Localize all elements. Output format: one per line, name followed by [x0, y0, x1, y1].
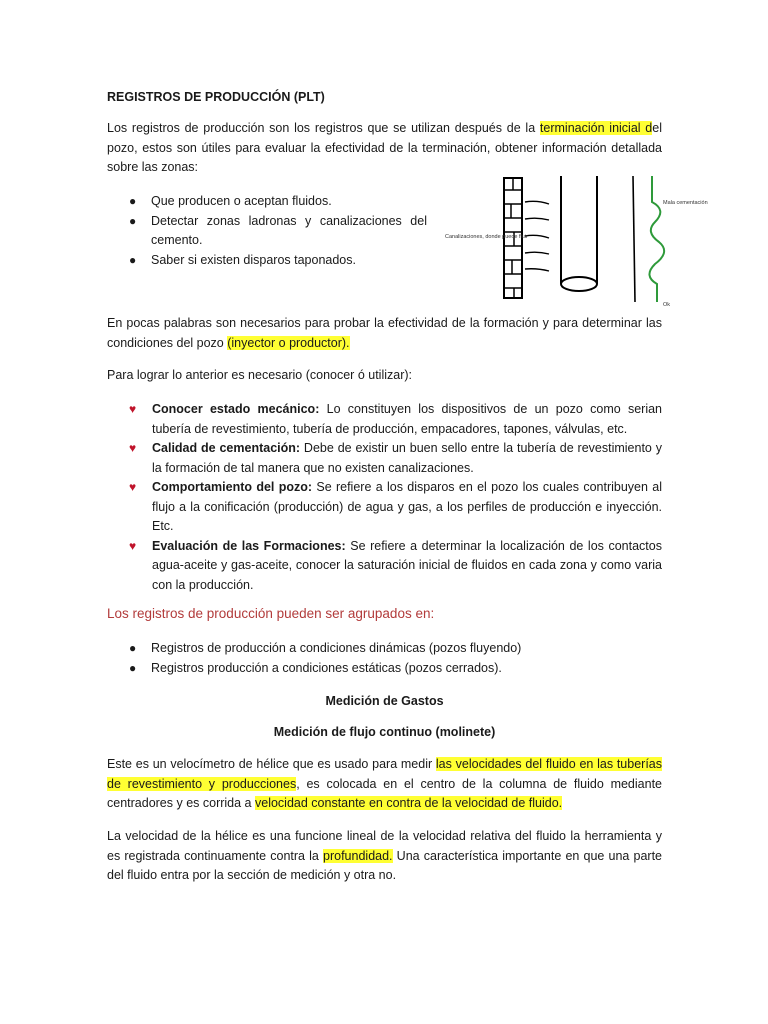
velocimeter-paragraph: Este es un velocímetro de hélice que es usado para medir las velocidades del fluido en las tuberías de revestimiento y producciones, es colocada en el centro de la columna de fluido mediante centradores y es corrida a velocidad constante en contra de la velocidad de fluido. — [107, 757, 662, 810]
depth-highlight: profundidad. — [323, 848, 393, 863]
list-item: ● Saber si existen disparos taponados. — [107, 251, 427, 271]
list-item: ♥ Evaluación de las Formaciones: Se refiere a determinar la localización de los contactos agua-aceite y gas-aceite, conocer la saturación inicial de fluidos en cada zona y como varia con la producción. — [129, 538, 662, 592]
purpose-paragraph: En pocas palabras son necesarios para probar la efectividad de la formación y para determinar las condiciones del pozo (inyector o productor). — [107, 316, 662, 350]
bullet-dot-icon: ● — [129, 194, 137, 208]
heading-molinete: Medición de flujo continuo (molinete) — [273, 725, 496, 739]
bullet-dot-icon: ● — [129, 660, 137, 675]
list-item: ♥ Conocer estado mecánico: Lo constituyen los dispositivos de un pozo como serian tubería de revestimiento, tubería de producción, empacadores, tapones, válvulas, etc. — [129, 402, 663, 436]
intro-text-pre: Los registros de producción son los registros que se utilizan después de la — [107, 121, 540, 135]
heart-icon: ♥ — [129, 441, 137, 455]
velocity-highlight: las velocidades del fluido en las tuberías de revestimiento y producciones — [107, 757, 662, 791]
groups-bullet-list — [107, 639, 662, 678]
requirements-intro: Para lograr lo anterior es necesario (conocer ó utilizar): — [107, 368, 412, 382]
heart-icon: ♥ — [129, 538, 137, 553]
propeller-paragraph: La velocidad de la hélice es una funcione lineal de la velocidad relativa del fluido la herramienta y es registrada continuamente contra la profundidad. Una característica importante en que una parte del fluido entra por la sección de medición y otra no. — [107, 829, 663, 882]
list-item: ♥ Calidad de cementación: Debe de existir un buen sello entre la tubería de revestimiento y la formación de tal manera que no existen canalizaciones. — [129, 441, 662, 475]
list-item: ● Que producen o aceptan fluidos. — [107, 192, 427, 212]
intro-paragraph — [107, 119, 662, 178]
heading-gastos: Medición de Gastos — [325, 694, 444, 708]
constant-velocity-highlight: velocidad constante en contra de la velocidad de fluido. — [255, 796, 563, 810]
requirements-list — [107, 400, 662, 595]
list-item: ● Registros de producción a condiciones dinámicas (pozos fluyendo) — [107, 639, 662, 659]
intro-text-post: el pozo, estos son útiles para evaluar la efectividad de la terminación, obtener información detallada sobre las zonas: — [107, 121, 662, 174]
figure-label-ok: Ok — [663, 302, 671, 308]
intro-highlight: terminación inicial d — [539, 121, 653, 135]
list-item: ● Registros producción a condiciones estáticas (pozos cerrados). — [107, 659, 662, 679]
bullet-dot-icon: ● — [129, 213, 137, 228]
document-title: REGISTROS DE PRODUCCIÓN (PLT) — [107, 90, 325, 104]
bullet-dot-icon: ● — [129, 641, 137, 655]
heart-icon: ♥ — [129, 402, 137, 416]
figure-label-bad-cement: Mala cementación — [663, 200, 708, 206]
list-item: ● Detectar zonas ladronas y canalizaciones del cemento. — [129, 213, 427, 247]
heart-icon: ♥ — [129, 480, 137, 494]
well-cementing-diagram — [445, 172, 725, 312]
zones-bullet-list — [107, 192, 427, 270]
bullet-dot-icon: ● — [129, 252, 137, 267]
section-subheading: Los registros de producción pueden ser agrupados en: — [107, 606, 435, 621]
figure-label-channels: Canalizaciones, donde puede fluir — [445, 234, 528, 240]
list-item: ♥ Comportamiento del pozo: Se refiere a los disparos en el pozo los cuales contribuyen al flujo a la conificación (producción) de agua y gas, a los perfiles de producción e inyección. Etc. — [129, 480, 662, 533]
purpose-highlight: (inyector o productor). — [227, 335, 350, 350]
